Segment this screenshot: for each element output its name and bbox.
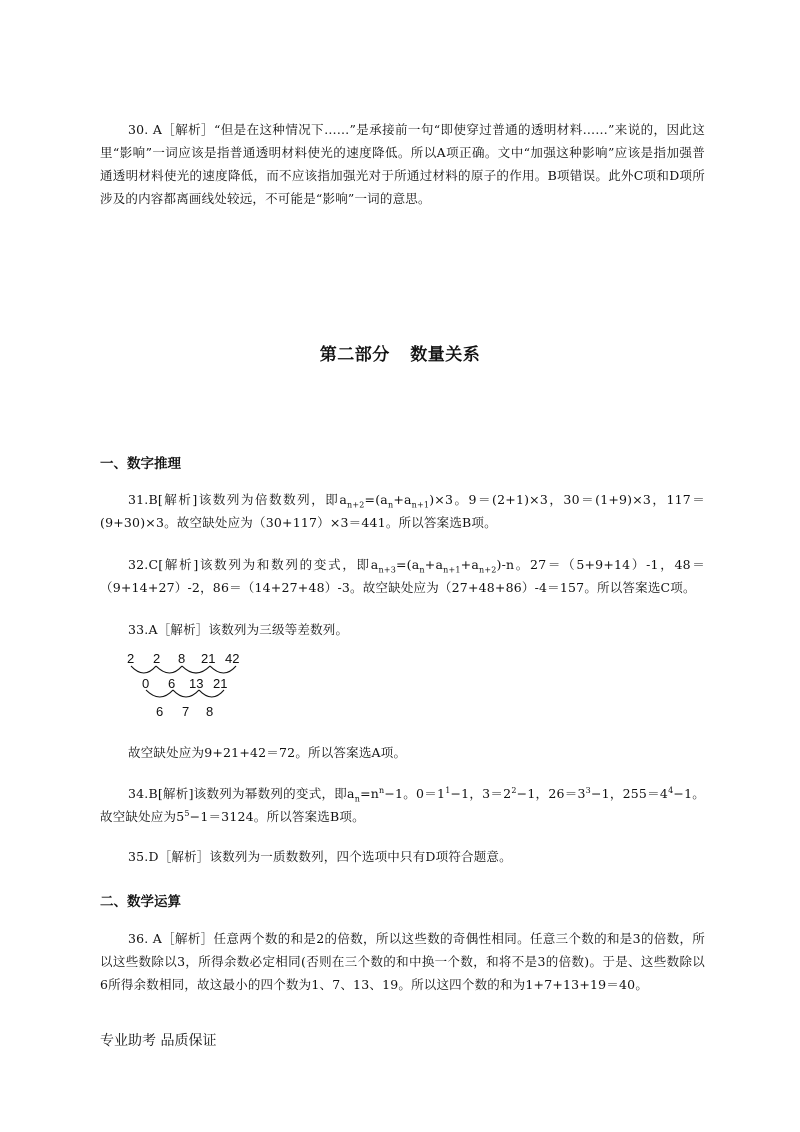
section-title-math-operations: 二、数学运算 <box>100 894 181 910</box>
answer-35: 35.D［解析］该数列为一质数数列，四个选项中只有D项符合题意。 <box>128 849 512 864</box>
diagram-row1-item: 21 <box>201 652 216 666</box>
answer-33-conclusion: 故空缺处应为9+21+42＝72。所以答案选A项。 <box>128 745 407 760</box>
diagram-row1-item: 2 <box>127 652 135 666</box>
answer-30: 30. A［解析］“但是在这种情况下……”是承接前一句“即使穿过普通的透明材料……”来说的，因此这里“影响”一词应该是指普通透明材料使光的速度降低。所以A项正确。文中“加强这种影响”应该是指加强普通透明材料使光的速度降低，而不应该指加强光对于所通过材料的原子的作用。B项错误。此外C项和D项所涉及的内容都离画线处较远，不可能是“影响”一词的意思。 <box>100 122 705 206</box>
diagram-row1-item: 42 <box>225 652 240 666</box>
answer-34: 34.B[解析]该数列为幂数列的变式，即$a_n=n^n-1$。$0=1^1-1$，$3=2^2-1$，$26=3^3-1$，$255=4^4-1$。故空缺处应为$5^5-1=3124$。所以答案选B项。 <box>100 785 705 824</box>
diagram-row2-item: 6 <box>168 676 176 691</box>
diagram-row3-item: 8 <box>206 704 214 719</box>
diagram-row3-item: 6 <box>156 704 164 719</box>
answer-32: 32.C[解析]该数列为和数列的变式，即$a_{n+3}=(a_n+a_{n+1}+a_{n+2})-n$。27＝（5+9+14）-1，48＝（9+14+27）-2，86＝（14+27+48）-3。故空缺处应为（27+48+86）-4＝157。所以答案选C项。 <box>100 557 705 595</box>
section-title-number-reasoning: 一、数字推理 <box>100 456 181 472</box>
diagram-row3-item: 7 <box>182 704 190 719</box>
answer-36: 36. A［解析］任意两个数的和是2的倍数，所以这些数的奇偶性相同。任意三个数的和是3的倍数，所以这些数除以3，所得余数必定相同(否则在三个数的和中换一个数，和将不是3的倍数)。于是、这些数除以6所得余数相同，故这最小的四个数为1、7、13、19。所以这四个数的和为1+7+13+19＝40。 <box>100 931 705 992</box>
answer-31: 31.B[解析]该数列为倍数数列，即$a_{n+2}=(a_n+a_{n+1})\times 3$。9＝(2+1)×3，30＝(1+9)×3，117＝(9+30)×3。故空缺处应为（30+117）×3＝441。所以答案选B项。 <box>100 492 705 530</box>
diagram-row1-item: 2 <box>153 652 161 666</box>
part-title: 第二部分 数量关系 <box>319 345 481 365</box>
diagram-row2-item: 21 <box>213 676 228 691</box>
diagram-row2-item: 13 <box>189 676 204 691</box>
answer-33-intro: 33.A［解析］该数列为三级等差数列。 <box>128 622 349 637</box>
diagram-row2-item: 0 <box>142 676 150 691</box>
footer-slogan: 专业助考 品质保证 <box>100 1033 217 1049</box>
difference-diagram <box>126 652 246 722</box>
diagram-row1-item: 8 <box>178 652 186 666</box>
